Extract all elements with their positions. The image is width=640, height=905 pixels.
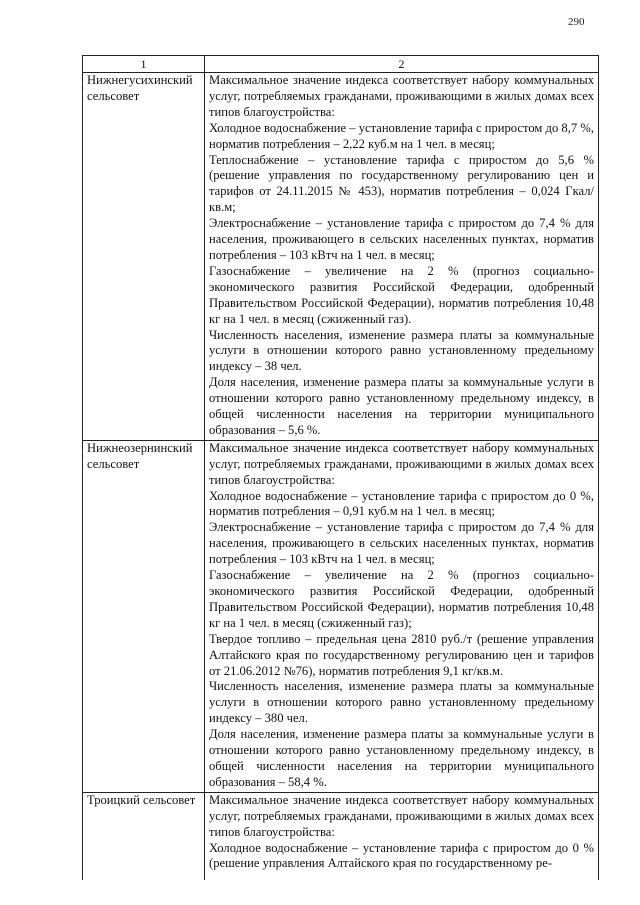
paragraph: Численность населения, изменение размера платы за коммунальные услуги в отношении которого равно установленному предельному индексу – 38 чел. xyxy=(209,327,594,374)
municipality-name: Нижнеозернинский сельсовет xyxy=(83,440,205,792)
document-table xyxy=(82,55,599,880)
paragraph: Газоснабжение – увеличение на 2 % (прогноз социально-экономического развития Российской Федерации, одобренный Правительством Российской Федерации), норматив потребления 10,48 кг на 1 чел. в месяц (сжиженный газ); xyxy=(209,568,594,630)
table-row xyxy=(83,440,599,792)
column-header-1: 1 xyxy=(83,56,205,73)
table-row xyxy=(83,792,599,880)
paragraph: Доля населения, изменение размера платы за коммунальные услуги в отношении которого равно установленному предельному индексу, в общей численности населения на территории муниципального образования – 5,6 %. xyxy=(209,375,594,437)
paragraph: Максимальное значение индекса соответствует набору коммунальных услуг, потребляемых гражданами, проживающими в жилых домах всех типов благоустройства: xyxy=(209,440,594,487)
paragraph: Холодное водоснабжение – установление тарифа с приростом до 0 % (решение управления Алтайского края по государственному ре- xyxy=(209,840,594,871)
column-header-2: 2 xyxy=(205,56,599,73)
page-number: 290 xyxy=(568,16,585,28)
table-header-row xyxy=(83,56,599,73)
paragraph: Электроснабжение – установление тарифа с приростом до 7,4 % для населения, проживающего в сельских населенных пунктах, норматив потребления – 103 кВтч на 1 чел. в месяц; xyxy=(209,520,594,567)
municipality-name-text: Троицкий сельсовет xyxy=(87,792,196,807)
paragraph: Максимальное значение индекса соответствует набору коммунальных услуг, потребляемых гражданами, проживающими в жилых домах всех типов благоустройства: xyxy=(209,792,594,839)
paragraph: Электроснабжение – установление тарифа с приростом до 7,4 % для населения, проживающего в сельских населенных пунктах, норматив потребления – 103 кВтч на 1 чел. в месяц; xyxy=(209,216,594,262)
paragraph: Максимальное значение индекса соответствует набору коммунальных услуг, потребляемых гражданами, проживающими в жилых домах всех типов благоустройства: xyxy=(209,73,594,119)
paragraph: Холодное водоснабжение – установление тарифа с приростом до 8,7 %, норматив потребления – 2,22 куб.м на 1 чел. в месяц; xyxy=(209,120,594,151)
municipality-description xyxy=(205,792,599,880)
paragraph: Холодное водоснабжение – установление тарифа с приростом до 0 %, норматив потребления – 0,91 куб.м на 1 чел. в месяц; xyxy=(209,488,594,519)
paragraph: Твердое топливо – предельная цена 2810 руб./т (решение управления Алтайского края по государственному регулированию цен и тарифов от 21.06.2012 №76), норматив потребления 9,1 кг/кв.м. xyxy=(209,631,594,678)
clipped-content xyxy=(209,793,594,879)
paragraph: Доля населения, изменение размера платы за коммунальные услуги в отношении которого равно установленному предельному индексу, в общей численности населения на территории муниципального образования – 58,4 %. xyxy=(209,727,594,789)
municipality-description xyxy=(205,440,599,792)
municipality-description xyxy=(205,73,599,441)
paragraph: Теплоснабжение – установление тарифа с приростом до 5,6 % (решение управления по государственному регулированию цен и тарифов от 24.11.2015 № 453), норматив потребления – 0,024 Гкал/кв.м; xyxy=(209,152,594,215)
municipality-name xyxy=(83,792,205,880)
paragraph: Численность населения, изменение размера платы за коммунальные услуги в отношении которого равно установленному предельному индексу – 380 чел. xyxy=(209,679,594,726)
municipality-name: Нижнегусихинский сельсовет xyxy=(83,73,205,441)
table-row xyxy=(83,73,599,441)
paragraph: Газоснабжение – увеличение на 2 % (прогноз социально-экономического развития Российской Федерации, одобренный Правительством Российской Федерации), норматив потребления 10,48 кг на 1 чел. в месяц (сжиженный газ). xyxy=(209,263,594,326)
